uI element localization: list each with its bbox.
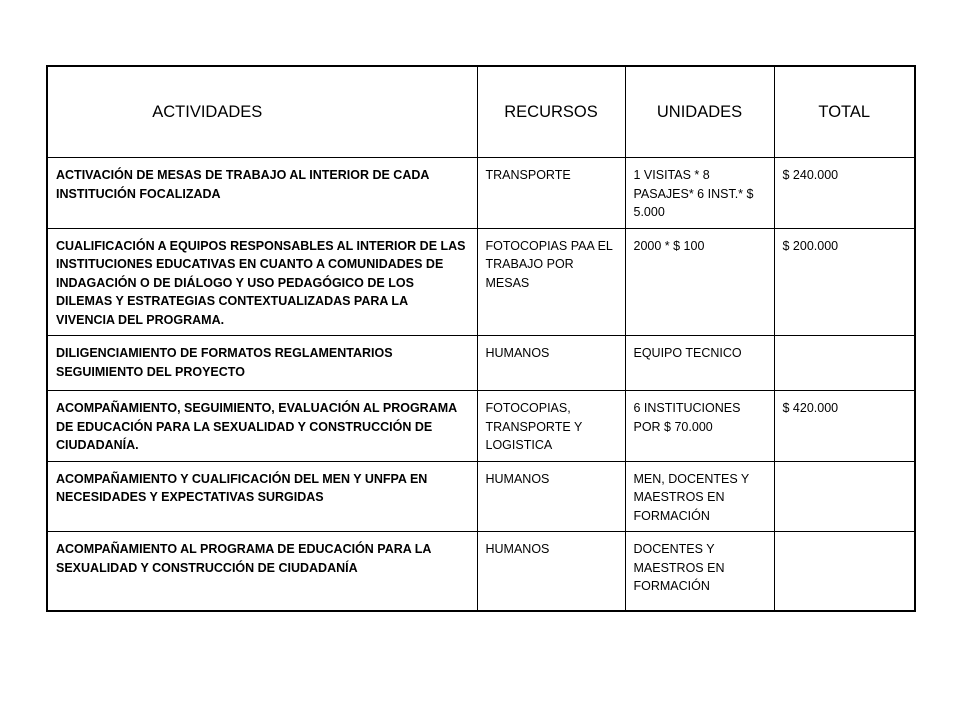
cell-recursos: HUMANOS (477, 461, 625, 532)
cell-total (774, 336, 915, 391)
cell-total (774, 461, 915, 532)
cell-total: $ 200.000 (774, 228, 915, 336)
table-row (47, 391, 915, 462)
cell-unidades: MEN, DOCENTES Y MAESTROS EN FORMACIÓN (625, 461, 774, 532)
cell-unidades: DOCENTES Y MAESTROS EN FORMACIÓN (625, 532, 774, 612)
cell-unidades: EQUIPO TECNICO (625, 336, 774, 391)
cell-actividad: DILIGENCIAMIENTO DE FORMATOS REGLAMENTARIOS SEGUIMIENTO DEL PROYECTO (47, 336, 477, 391)
budget-table (46, 65, 916, 612)
cell-unidades: 2000 * $ 100 (625, 228, 774, 336)
cell-total: $ 420.000 (774, 391, 915, 462)
cell-actividad: ACOMPAÑAMIENTO Y CUALIFICACIÓN DEL MEN Y UNFPA EN NECESIDADES Y EXPECTATIVAS SURGIDAS (47, 461, 477, 532)
cell-recursos: FOTOCOPIAS, TRANSPORTE Y LOGISTICA (477, 391, 625, 462)
header-unidades: UNIDADES (625, 66, 774, 158)
table-header-row (47, 66, 915, 158)
table-row (47, 461, 915, 532)
table-row (47, 158, 915, 229)
cell-recursos: HUMANOS (477, 532, 625, 612)
cell-total (774, 532, 915, 612)
cell-actividad: ACOMPAÑAMIENTO, SEGUIMIENTO, EVALUACIÓN AL PROGRAMA DE EDUCACIÓN PARA LA SEXUALIDAD Y CONSTRUCCIÓN DE CIUDADANÍA. (47, 391, 477, 462)
cell-recursos: FOTOCOPIAS PAA EL TRABAJO POR MESAS (477, 228, 625, 336)
cell-recursos: HUMANOS (477, 336, 625, 391)
cell-actividad: ACTIVACIÓN DE MESAS DE TRABAJO AL INTERIOR DE CADA INSTITUCIÓN FOCALIZADA (47, 158, 477, 229)
cell-recursos: TRANSPORTE (477, 158, 625, 229)
header-actividades: ACTIVIDADES (47, 66, 477, 158)
cell-unidades: 6 INSTITUCIONES POR $ 70.000 (625, 391, 774, 462)
cell-total: $ 240.000 (774, 158, 915, 229)
cell-unidades: 1 VISITAS * 8 PASAJES* 6 INST.* $ 5.000 (625, 158, 774, 229)
table-row (47, 532, 915, 612)
header-total: TOTAL (774, 66, 915, 158)
cell-actividad: CUALIFICACIÓN A EQUIPOS RESPONSABLES AL INTERIOR DE LAS INSTITUCIONES EDUCATIVAS EN CUANTO A COMUNIDADES DE INDAGACIÓN O DE DIÁLOGO Y USO PEDAGÓGICO DE LOS DILEMAS Y ESTRATEGIAS CONTEXTUALIZADAS PARA LA VIVENCIA DEL PROGRAMA. (47, 228, 477, 336)
table-row (47, 336, 915, 391)
cell-actividad: ACOMPAÑAMIENTO AL PROGRAMA DE EDUCACIÓN PARA LA SEXUALIDAD Y CONSTRUCCIÓN DE CIUDADANÍA (47, 532, 477, 612)
budget-table-container (46, 65, 914, 612)
header-recursos: RECURSOS (477, 66, 625, 158)
table-row (47, 228, 915, 336)
